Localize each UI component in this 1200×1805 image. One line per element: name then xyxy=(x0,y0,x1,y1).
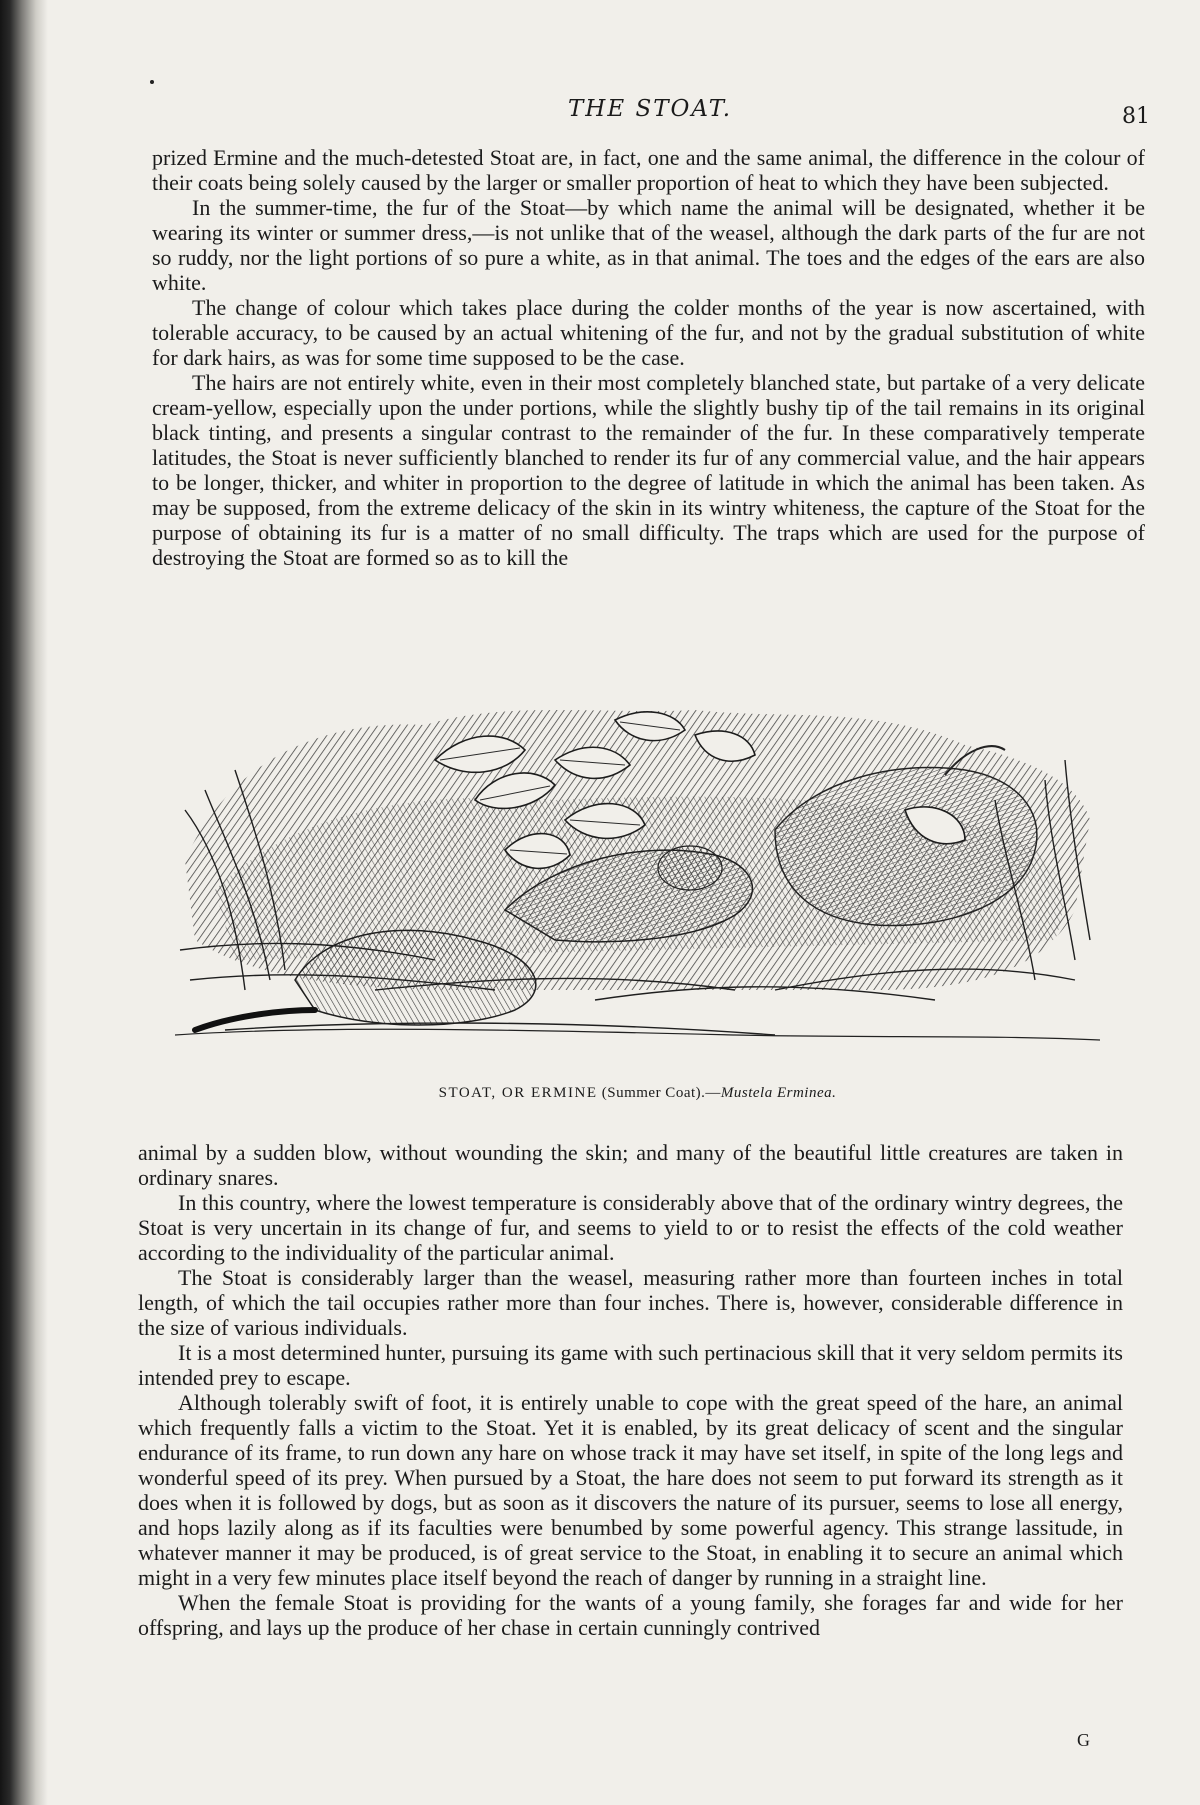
paragraph: The change of colour which takes place during the colder months of the year is now ascertained, with tolerable accuracy, to be caused by an actual whitening of the fur, and not by the gradual substitution of white for dark hairs, as was for some time supposed to be the case. xyxy=(152,295,1145,370)
page-header xyxy=(150,96,1150,136)
stoat-engraving-image xyxy=(175,690,1100,1070)
paragraph: In this country, where the lowest temperature is considerably above that of the ordinary wintry degrees, the Stoat is very uncertain in its change of fur, and seems to yield to or to resist the effects of the cold weather according to the individuality of the particular animal. xyxy=(138,1190,1123,1265)
running-title: THE STOAT. xyxy=(567,96,733,122)
paragraph: The Stoat is considerably larger than the weasel, measuring rather more than fourteen inches in total length, of which the tail occupies rather more than four inches. There is, however, considerable difference in the size of various individuals. xyxy=(138,1265,1123,1340)
paragraph: When the female Stoat is providing for the wants of a young family, she forages far and wide for her offspring, and lays up the produce of her chase in certain cunningly contrived xyxy=(138,1590,1123,1640)
paragraph: In the summer-time, the fur of the Stoat—by which name the animal will be designated, whether it be wearing its winter or summer dress,—is not unlike that of the weasel, although the dark parts of the fur are not so ruddy, nor the light portions of so pure a white, as in that animal. The toes and the edges of the ears are also white. xyxy=(152,195,1145,295)
stoat-illustration-figure xyxy=(175,690,1100,1101)
caption-latin-name: Mustela Erminea. xyxy=(720,1085,837,1101)
paragraph: prized Ermine and the much-detested Stoat are, in fact, one and the same animal, the difference in the colour of their coats being solely caused by the larger or smaller proportion of heat to which they have been subjected. xyxy=(152,145,1145,195)
caption-note: (Summer Coat).— xyxy=(601,1085,721,1101)
signature-mark: G xyxy=(1077,1730,1090,1750)
ink-speck xyxy=(150,80,154,84)
lower-text-block xyxy=(138,1140,1123,1640)
caption-title: STOAT, OR ERMINE xyxy=(438,1085,598,1101)
page-number: 81 xyxy=(1122,104,1150,129)
paragraph: animal by a sudden blow, without wounding the skin; and many of the beautiful little creatures are taken in ordinary snares. xyxy=(138,1140,1123,1190)
paragraph: Although tolerably swift of foot, it is entirely unable to cope with the great speed of the hare, an animal which frequently falls a victim to the Stoat. Yet it is enabled, by its great delicacy of scent and the singular endurance of its frame, to run down any hare on whose track it may have set itself, in spite of the long legs and wonderful speed of its prey. When pursued by a Stoat, the hare does not seem to put forward its strength as it does when it is followed by dogs, but as soon as it discovers the nature of its pursuer, seems to lose all energy, and hops lazily along as if its faculties were benumbed by some powerful agency. This strange lassitude, in whatever manner it may be produced, is of great service to the Stoat, in enabling it to secure an animal which might in a very few minutes place itself beyond the reach of danger by running in a straight line. xyxy=(138,1390,1123,1590)
paragraph: The hairs are not entirely white, even in their most completely blanched state, but partake of a very delicate cream-yellow, especially upon the under portions, while the slightly bushy tip of the tail remains in its original black tinting, and presents a singular contrast to the remainder of the fur. In these comparatively temperate latitudes, the Stoat is never sufficiently blanched to render its fur of any commercial value, and the hair appears to be longer, thicker, and whiter in proportion to the degree of latitude in which the animal has been taken. As may be supposed, from the extreme delicacy of the skin in its wintry whiteness, the capture of the Stoat for the purpose of obtaining its fur is a matter of no small difficulty. The traps which are used for the purpose of destroying the Stoat are formed so as to kill the xyxy=(152,370,1145,570)
figure-caption xyxy=(175,1085,1100,1102)
upper-text-block xyxy=(152,145,1145,570)
paragraph: It is a most determined hunter, pursuing its game with such pertinacious skill that it very seldom permits its intended prey to escape. xyxy=(138,1340,1123,1390)
